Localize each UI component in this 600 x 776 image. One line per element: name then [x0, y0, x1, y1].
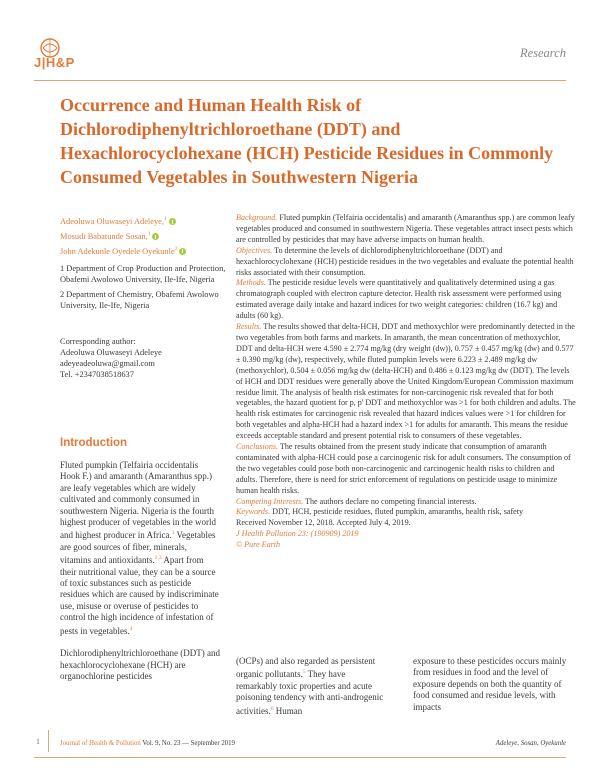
- introduction-heading: Introduction: [60, 437, 128, 449]
- corresponding-name: Adeoluwa Oluwaseyi Adeleye: [60, 348, 162, 357]
- abstract-results: Results. The results showed that delta-HCH, DDT and methoxychlor were predominantly detected in the two vegetables from both farms and markets. In amaranth, the mean concentration of methoxychlor, DDT and delta-HCH were 4.590 ± 2.774 mg/kg (dry weight (dw)), 0.757 ± 0.457 mg/kg (dw) and 0.577 ± 0.390 mg/kg (dw), respectively, while fluted pumpkin levels were 6.223 ± 2.489 mg/kg dw (methoxychlor), 0.504 ± 0.056 mg/kg dw (delta-HCH) and 0.486 ± 0.123 mg/kg dw (DDT). The levels of HCH and DDT residues were generally above the United Kingdom/European Commission maximum residue limit. The analysis of health risk estimates for non-carcinogenic risk revealed that for both vegetables, the hazard quotient for p, p' DDT and methoxychlor was >1 for both children and adults. The health risk estimates for carcinogenic risk revealed that hazard indices values were >1 for children for both vegetables and alpha-HCH had a hazard index >1 for adults for amaranth. This means the residue exceeds acceptable standard and present potential risk to consumers of these vegetables.: [236, 322, 576, 441]
- corresponding-label: Corresponding author:: [60, 337, 136, 346]
- intro-paragraph-2: Dichlorodiphenyltrichloroethane (DDT) and hexachlorocyclohexane (HCH) are organochlorine pesticides: [60, 648, 220, 681]
- orcid-icon[interactable]: [179, 248, 186, 255]
- affiliation-1: 1 Department of Crop Production and Protection, Obafemi Awolowo University, Ile-Ife, Nigeria: [60, 264, 226, 284]
- page-number: 1: [36, 737, 40, 746]
- abstract-citation: J Health Pollution 23: (190909) 2019: [236, 529, 359, 539]
- abstract-copyright: © Pure Earth: [236, 540, 281, 550]
- body-column-1: [60, 460, 220, 693]
- orcid-icon[interactable]: [169, 218, 176, 225]
- section-label: Research: [519, 46, 566, 60]
- body-column-2: (OCPs) and also regarded as persistent organic pollutants.$^5$ They have remarkably toxic properties and acute poisoning tendency with anti-androgenic activities.$^6$ Human: [236, 656, 384, 716]
- abstract-background: Background. Fluted pumpkin (Telfairia occidentalis) and amaranth (Amaranthus spp.) are common leafy vegetables produced and consumed in southwestern Nigeria. These vegetables attract insect pests which are controlled by pesticides that may have adverse impacts on human health.: [236, 213, 575, 244]
- orcid-icon[interactable]: [152, 233, 159, 240]
- author-3: John Adekunle Oyedele Oyekunle$^2$: [60, 243, 240, 258]
- author-1: Adeoluwa Oluwaseyi Adeleye,$^1$: [60, 213, 240, 228]
- corresponding-tel: Tel. +2347038518637: [60, 370, 134, 379]
- body-column-3: exposure to these pesticides occurs mainly from residues in food and the level of exposure depends on both the quantity of food consumed and residue levels, with impacts: [413, 656, 567, 712]
- corresponding-email[interactable]: adeyeadeoluwa@gmail.com: [60, 359, 155, 368]
- article-title: Occurrence and Human Health Risk of Dichlorodiphenyltrichloroethane (DDT) and Hexachlorocyclohexane (HCH) Pesticide Residues in Commonly Consumed Vegetables in Southwestern Nigeria: [60, 95, 554, 187]
- author-2: Mosudi Babatunde Sosan,$^1$: [60, 228, 240, 243]
- journal-logo-text: J|H&P: [34, 55, 75, 70]
- footer-divider: [34, 757, 566, 758]
- footer-journal: Journal of Health & Pollution Vol. 9, No. 23 — September 2019: [60, 740, 235, 747]
- author-list: [60, 213, 240, 257]
- abstract-keywords: Keywords. DDT, HCH, pesticide residues, fluted pumpkin, amaranths, health risk, safety: [236, 507, 524, 517]
- abstract-objectives: Objectives. To determine the levels of dichlorodiphenyltrichloroethane (DDT) and hexachlorocyclohexane (HCH) pesticide residues in the two vegetables and evaluate the potential health risks associated with their consumption.: [236, 245, 574, 277]
- footer-vertical-rule: [48, 730, 49, 752]
- header-divider: [34, 80, 566, 81]
- intro-paragraph-1: Fluted pumpkin (Telfairia occidentalis Hook F.) and amaranth (Amaranthus spp.) are leafy vegetables which are widely cultivated and commonly consumed in southwestern Nigeria. Nigeria is the fourth highest producer of vegetables in the world and highest producer in Africa.$^1$ Vegetables are good sources of fiber, minerals, vitamins and antioxidants.$^{2,3}$ Apart from their nutritional value, they can be a source of toxic substances such as pesticide residues which are caused by indiscriminate use, misuse or overuse of pesticides to control the high incidence of infestation of pests in vegetables.$^4$: [60, 460, 219, 636]
- abstract: [236, 213, 576, 551]
- abstract-conclusions: Conclusions. The results obtained from the present study indicate that consumption of amaranth contaminated with alpha-HCH could pose a carcinogenic risk for adult consumers. The consumption of the two vegetables could pose both non-carcinogenic and carcinogenic health risks to children and adults. Therefore, there is need for strict enforcement of regulations on pesticide usage to minimize human health risks.: [236, 442, 571, 495]
- abstract-competing: Competing Interests. The authors declare no competing financial interests.: [236, 496, 477, 506]
- abstract-methods: Methods. The pesticide residue levels were quantitatively and qualitatively determined using a gas chromatograph coupled with electron capture detector. Health risk assessment were performed using estimated average daily intake and hazard indices for two weight categories: children (16.7 kg) and adults (60 kg).: [236, 278, 562, 321]
- abstract-received: Received November 12, 2018. Accepted July 4, 2019.: [236, 518, 411, 528]
- footer-authors: Adeleye, Sosan, Oyekunle: [495, 740, 566, 747]
- corresponding-author: [60, 336, 230, 380]
- affiliation-2: 2 Department of Chemistry, Obafemi Awolowo University, Ile-Ife, Nigeria: [60, 290, 219, 310]
- affiliations: [60, 263, 230, 315]
